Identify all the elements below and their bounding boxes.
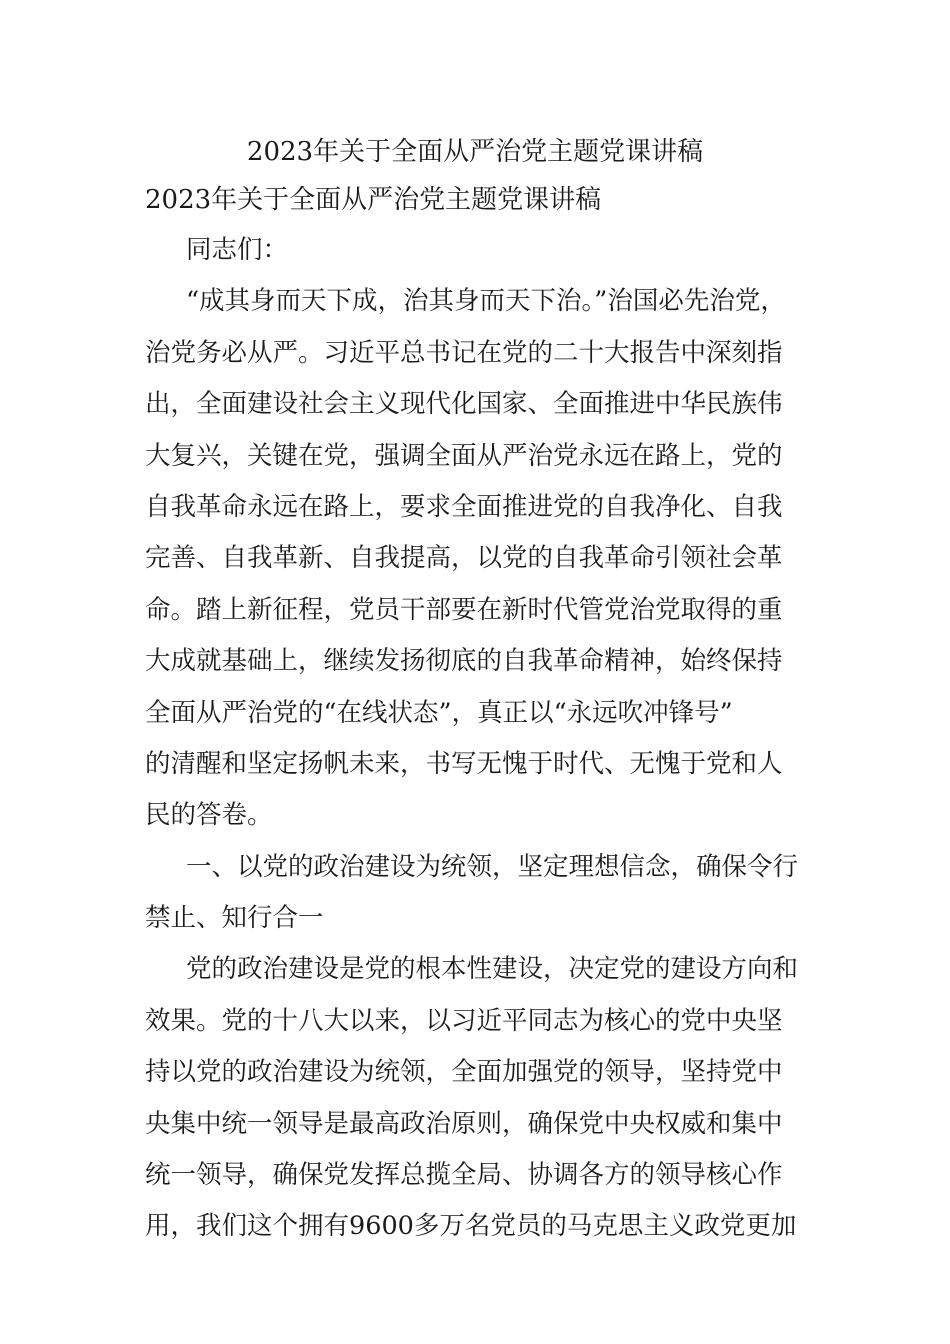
paragraph-line: 民的答卷。 [145, 800, 273, 831]
paragraph-line: 的清醒和坚定扬帆未来，书写无愧于时代、无愧于党和人 [145, 748, 783, 779]
paragraph-line: 命。踏上新征程，党员干部要在新时代管党治党取得的重 [145, 594, 783, 625]
section-heading-line: 禁止、知行合一 [145, 903, 324, 934]
document-title: 2023年关于全面从严治党主题党课讲稿 [246, 137, 704, 167]
paragraph-line: “成其身而天下成，治其身而天下治。”治国必先治党， [186, 286, 786, 317]
document-body [145, 225, 807, 1253]
paragraph-line: 大成就基础上，继续发扬彻底的自我革命精神，始终保持 [145, 646, 783, 677]
section-heading-line: 一、以党的政治建设为统领，坚定理想信念，确保令行 [186, 851, 799, 882]
paragraph-line: 完善、自我革新、自我提高，以党的自我革命引领社会革 [145, 543, 783, 574]
paragraph-line: 治党务必从严。习近平总书记在党的二十大报告中深刻指 [145, 337, 783, 368]
salutation: 同志们： [186, 235, 289, 265]
paragraph-line: 用，我们这个拥有9600多万名党员的马克思主义政党更加 [145, 1211, 797, 1242]
paragraph-line: 出，全面建设社会主义现代化国家、全面推进中华民族伟 [145, 389, 783, 420]
paragraph-line: 全面从严治党的“在线状态”，真正以“永远吹冲锋号” [145, 697, 733, 728]
paragraph-line: 自我革命永远在路上，要求全面推进党的自我净化、自我 [145, 491, 783, 522]
paragraph-line: 效果。党的十八大以来，以习近平同志为核心的党中央坚 [145, 1005, 783, 1036]
paragraph-line: 持以党的政治建设为统领，全面加强党的领导，坚持党中 [145, 1057, 783, 1088]
document-subtitle: 2023年关于全面从严治党主题党课讲稿 [145, 185, 602, 215]
paragraph-line: 党的政治建设是党的根本性建设，决定党的建设方向和 [186, 954, 799, 985]
paragraph-line: 大复兴，关键在党，强调全面从严治党永远在路上，党的 [145, 440, 783, 471]
paragraph-line: 统一领导，确保党发挥总揽全局、协调各方的领导核心作 [145, 1160, 783, 1191]
paragraph-line: 央集中统一领导是最高政治原则，确保党中央权威和集中 [145, 1108, 783, 1139]
